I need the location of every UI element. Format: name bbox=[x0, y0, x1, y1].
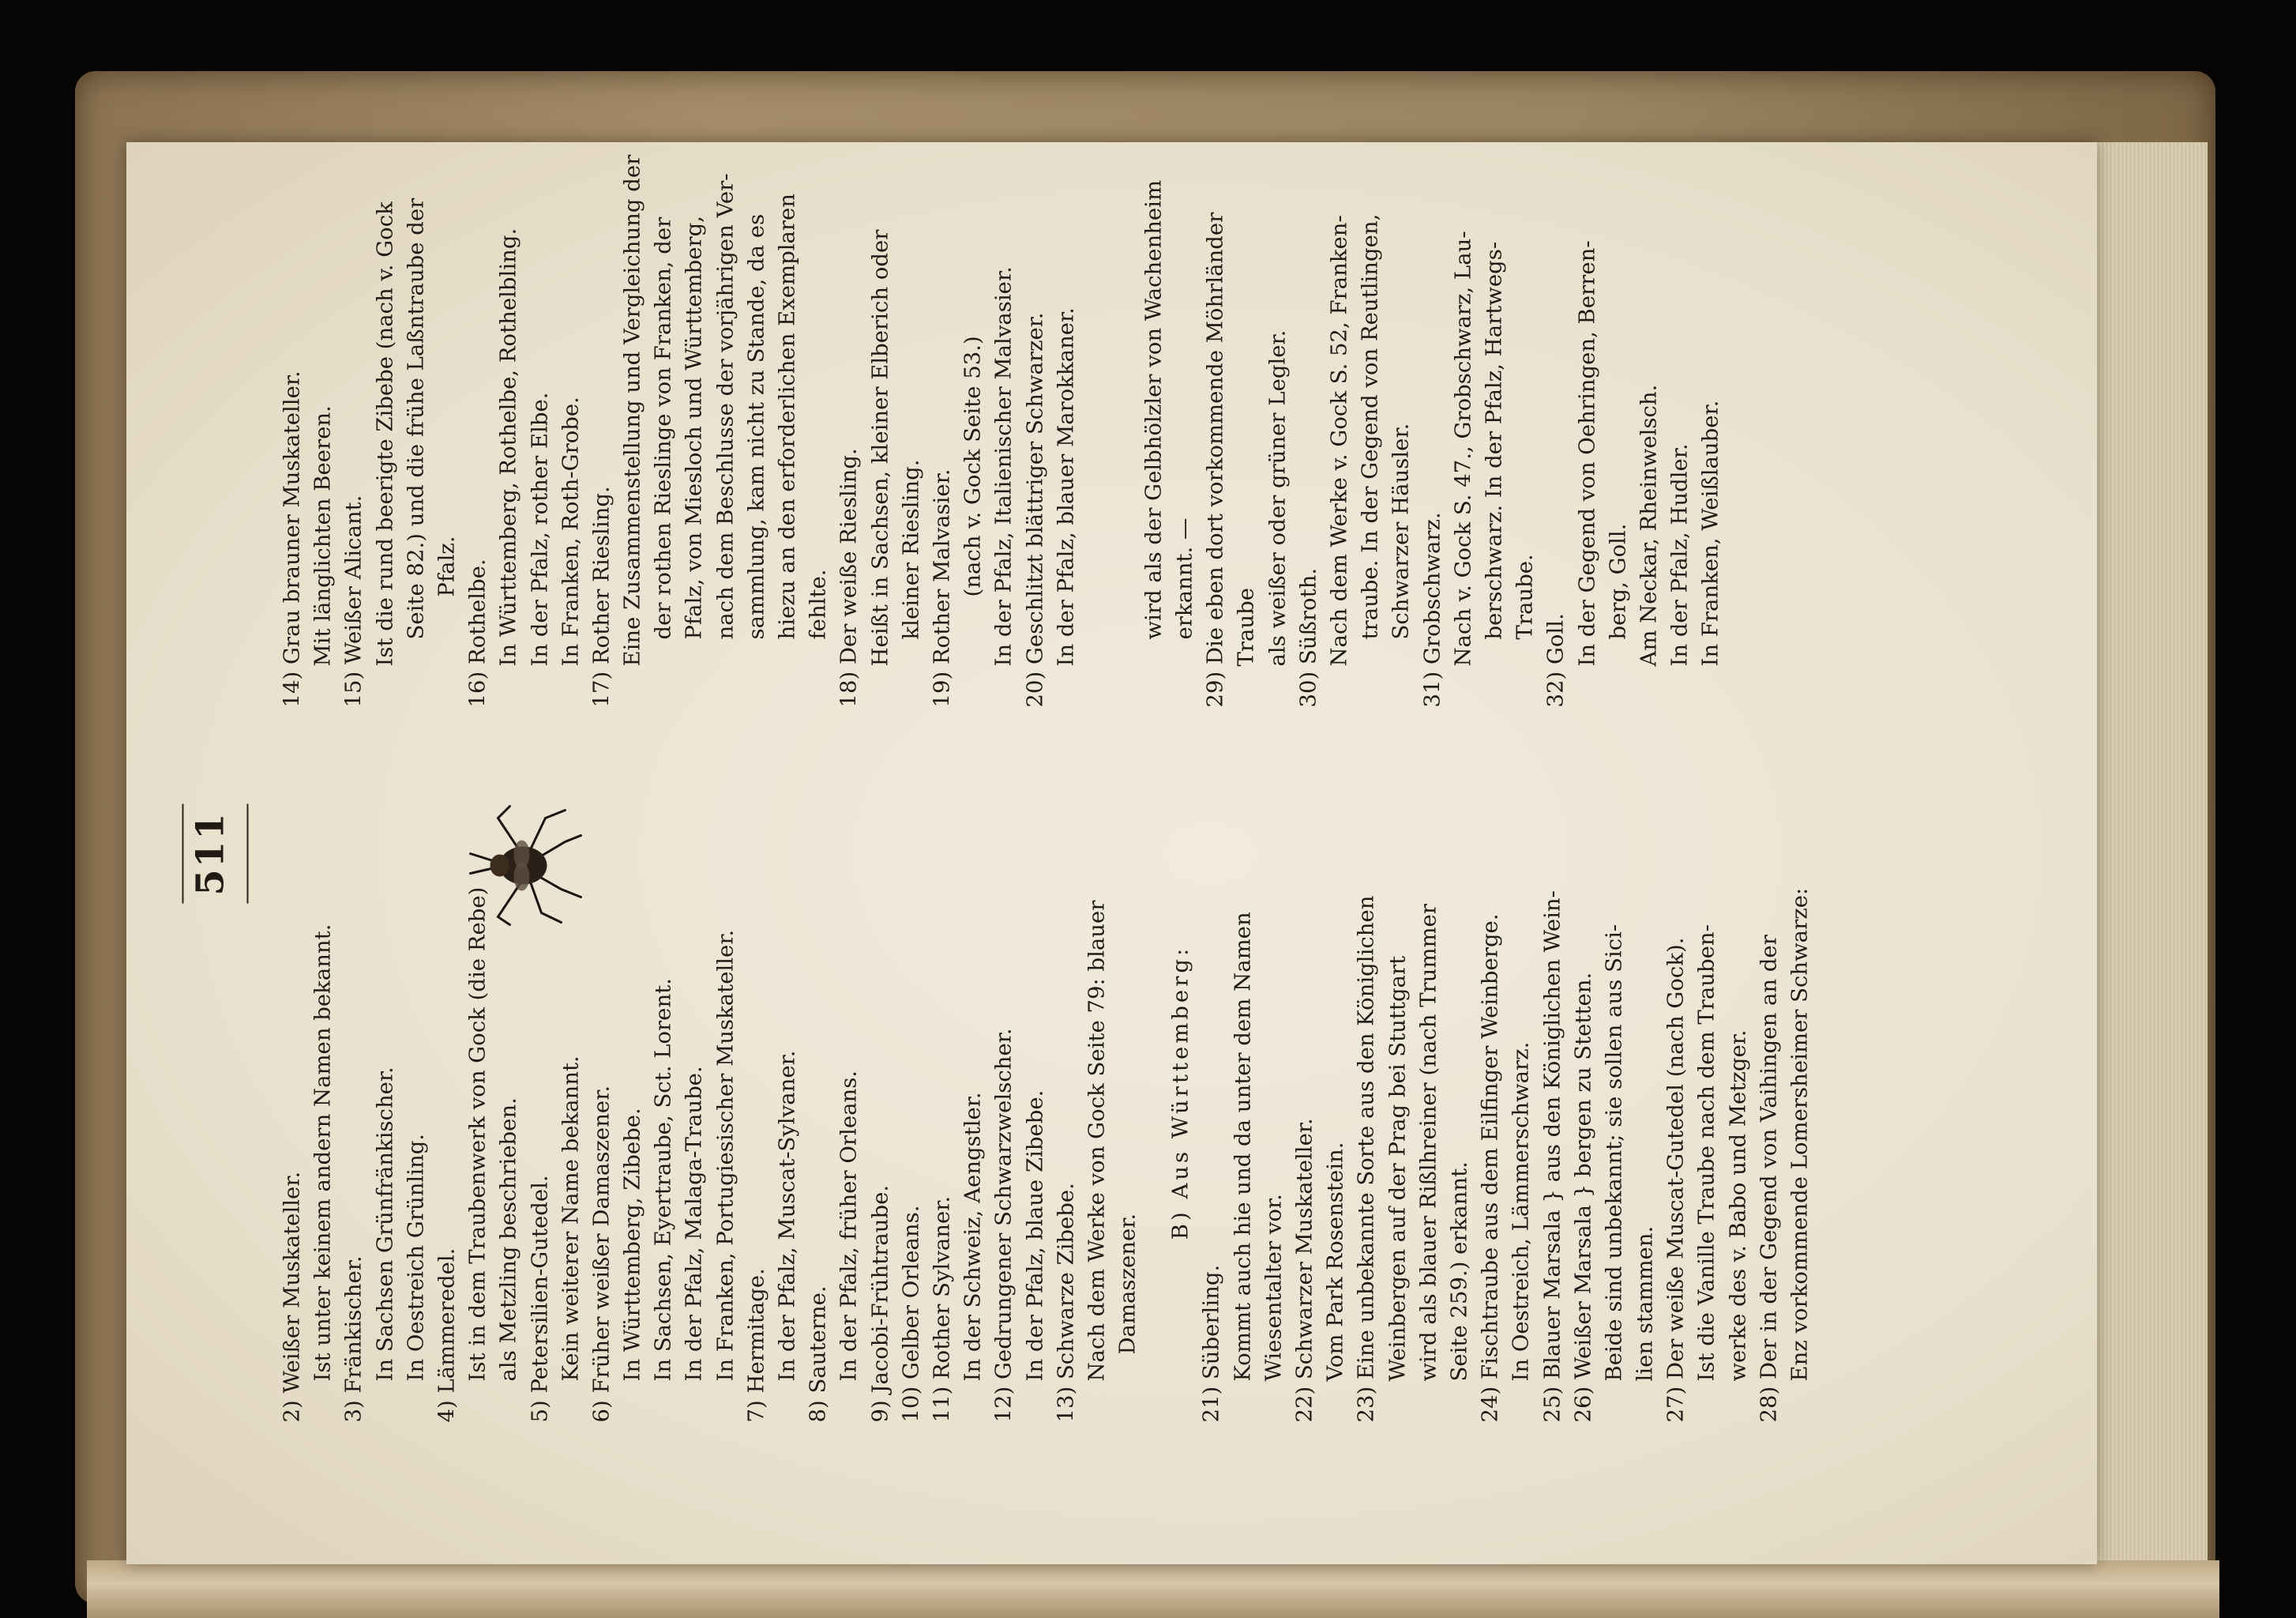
right-column-line: Ist die rund beerigte Zibebe (nach v. Gock bbox=[371, 201, 397, 666]
left-column-line: 12) Gedrungener Schwarzwelscher. bbox=[990, 1027, 1016, 1422]
left-column-line: B) Aus Württemberg: bbox=[1167, 945, 1193, 1240]
right-column-line: In Franken, Weißlauber. bbox=[1697, 400, 1723, 666]
left-column-line: Vom Park Rosenstein. bbox=[1322, 1142, 1348, 1381]
right-column-line: erkannt. — bbox=[1171, 517, 1197, 639]
right-column-line: 16) Rothelbe. bbox=[464, 558, 490, 707]
left-column-line: als Metzling beschrieben. bbox=[495, 1097, 521, 1381]
right-column-line: In der Pfalz, Hudler. bbox=[1667, 442, 1693, 666]
right-column-line: Traube. bbox=[1512, 553, 1538, 639]
left-column-line: 26) Weißer Marsala } bergen zu Stetten. bbox=[1569, 972, 1595, 1422]
left-column-line: 7) Hermitage. bbox=[742, 1267, 768, 1422]
left-column-line: Kein weiterer Name bekannt. bbox=[557, 1055, 583, 1381]
left-column-line: Wiesentalter vor. bbox=[1260, 1193, 1286, 1381]
right-column bbox=[276, 47, 1726, 707]
right-column-line: In der Pfalz, blauer Marokkaner. bbox=[1052, 307, 1078, 666]
right-column-line bbox=[1100, 47, 1119, 707]
left-column-line: In der Pfalz, früher Orleans. bbox=[836, 1070, 862, 1381]
left-column-line: werke des v. Babo und Metzger. bbox=[1724, 1029, 1750, 1381]
right-column-line: In der Pfalz, rother Elbe. bbox=[526, 391, 552, 666]
left-column-line: Seite 259.) erkannt. bbox=[1445, 1161, 1471, 1381]
left-column-line: 24) Fischtraube aus dem Eilfinger Weinberge. bbox=[1477, 912, 1503, 1422]
right-column-line: 32) Goll. bbox=[1543, 612, 1569, 707]
left-column-line: Damaszener. bbox=[1114, 1213, 1140, 1354]
page-number: 511 bbox=[188, 811, 232, 896]
right-column-line: berg, Goll. bbox=[1604, 523, 1630, 639]
left-column-line: 13) Schwarze Zibebe. bbox=[1052, 1182, 1078, 1422]
right-column-line: In Württemberg, Rothelbe, Rothelbling. bbox=[495, 228, 521, 666]
right-column-line: In der Pfalz, Italienischer Malvasier. bbox=[990, 265, 1016, 666]
right-column-line bbox=[1119, 47, 1138, 707]
left-column-line: wird als blauer Rißlhreiner (nach Trummer bbox=[1415, 903, 1441, 1381]
facing-page-edge bbox=[87, 1560, 2219, 1618]
left-column-line: 21) Süberling. bbox=[1198, 1264, 1224, 1422]
right-column-line: In Franken, Roth-Grobe. bbox=[557, 396, 583, 666]
right-column-line: Nach v. Gock S. 47., Grobschwarz, Lau- bbox=[1449, 230, 1475, 666]
left-column-line: In Württemberg, Zibebe. bbox=[619, 1107, 645, 1381]
left-column-line: Nach dem Werke von Gock Seite 79: blauer bbox=[1083, 900, 1109, 1381]
left-column-line: 3) Fränkischer. bbox=[340, 1255, 366, 1422]
right-column-line: nach dem Beschlusse der vorjährigen Ver- bbox=[712, 172, 738, 639]
right-column-line: Mit länglichten Beeren. bbox=[310, 404, 336, 666]
left-column-line: In Sachsen, Eyertraube, Sct. Lorent. bbox=[650, 977, 676, 1381]
right-column-line: kleiner Riesling. bbox=[897, 459, 923, 639]
left-column-line: In Franken, Portugiesischer Muskateller. bbox=[712, 929, 738, 1381]
left-column-line: 4) Lämmeredel. bbox=[433, 1247, 459, 1422]
right-column-line: wird als der Gelbhölzler von Wachenheim bbox=[1140, 179, 1166, 639]
right-column-line: fehlte. bbox=[805, 568, 831, 639]
right-column-line: Pfalz. bbox=[433, 535, 459, 596]
left-column-line: 10) Gelber Orleans. bbox=[897, 1205, 923, 1422]
left-column-line: Ist unter keinem andern Namen bekannt. bbox=[310, 924, 336, 1381]
right-column-line: Traube bbox=[1233, 587, 1259, 666]
left-column-line: In Oestreich, Lämmerschwarz. bbox=[1508, 1041, 1534, 1381]
left-column-line: 27) Der weiße Muscat-Gutedel (nach Gock). bbox=[1663, 937, 1689, 1422]
right-column-line: als weißer oder grüner Legler. bbox=[1264, 329, 1290, 666]
left-column-line: Kommt auch hie und da unter dem Namen bbox=[1229, 911, 1255, 1381]
left-column-line: In der Pfalz, Malaga-Traube. bbox=[681, 1065, 707, 1381]
left-column-line: lien stammen. bbox=[1632, 1225, 1658, 1381]
insect-specimen bbox=[466, 802, 584, 928]
left-column-line: In Oestreich Grünling. bbox=[402, 1133, 428, 1381]
left-column-line: In der Schweiz, Aengstler. bbox=[960, 1091, 986, 1381]
right-column-line: Schwarzer Häusler. bbox=[1388, 423, 1414, 639]
left-column-line: Weinbergen auf der Prag bei Stuttgart bbox=[1384, 955, 1410, 1381]
right-column-line: In der Gegend von Oehringen, Berren- bbox=[1573, 239, 1599, 666]
left-column-line: 9) Jacobi-Frühtraube. bbox=[866, 1184, 892, 1422]
left-column-line: In der Pfalz, blaue Zibebe. bbox=[1021, 1089, 1047, 1381]
left-column-line: 2) Weißer Muskateller. bbox=[279, 1171, 304, 1422]
left-column-line: Ist die Vanille Traube nach dem Trauben- bbox=[1693, 924, 1719, 1381]
right-column-line: 20) Geschlitzt blättriger Schwarzer. bbox=[1021, 311, 1047, 707]
right-column-line: hiezu an den erforderlichen Exemplaren bbox=[774, 193, 799, 639]
right-column-line: Eine Zusammenstellung und Vergleichung der bbox=[619, 154, 645, 666]
book-page bbox=[126, 142, 2097, 1564]
right-column-line: 14) Grau brauner Muskateller. bbox=[279, 370, 304, 707]
page-number-rule-bottom bbox=[246, 803, 248, 903]
left-column-line: 25) Blauer Marsala } aus den Königlichen Wein- bbox=[1539, 890, 1565, 1422]
left-column-line: Beide sind unbekannt; sie sollen aus Sici- bbox=[1600, 924, 1626, 1381]
left-column-line: 8) Sauterne. bbox=[805, 1285, 831, 1422]
left-column-line: Enz vorkommende Lomersheimer Schwarze: bbox=[1787, 887, 1812, 1381]
right-column-line: berschwarz. In der Pfalz, Hartwegs- bbox=[1480, 241, 1506, 639]
page-content bbox=[126, 142, 2097, 1564]
left-column-line: 23) Eine unbekannte Sorte aus den Königlichen bbox=[1353, 895, 1379, 1422]
left-column-line bbox=[1143, 762, 1162, 1422]
right-column-line: 19) Rother Malvasier. bbox=[928, 468, 954, 707]
right-column-line: der rothen Rieslinge von Franken, der bbox=[650, 216, 676, 639]
right-column-line: 18) Der weiße Riesling. bbox=[836, 447, 862, 707]
left-column-line: In Sachsen Grünfränkischer. bbox=[371, 1066, 397, 1381]
page-number-rule-top bbox=[182, 803, 183, 903]
right-column-line bbox=[1081, 47, 1100, 707]
right-column-line: Pfalz, von Miesloch und Württemberg, bbox=[681, 215, 707, 639]
right-column-line: Seite 82.) und die frühe Laßntraube der bbox=[402, 198, 428, 639]
right-column-line: (nach v. Gock Seite 53.) bbox=[960, 335, 986, 596]
right-column-line: sammlung, kam nicht zu Stande, da es bbox=[742, 213, 768, 639]
right-column-line: Am Neckar, Rheinwelsch. bbox=[1635, 384, 1661, 666]
left-column-line: 22) Schwarzer Muskateller. bbox=[1291, 1117, 1317, 1422]
right-column-line: 31) Grobschwarz. bbox=[1419, 511, 1445, 707]
page-block-edges bbox=[2089, 142, 2208, 1564]
right-column-line: 15) Weißer Alicant. bbox=[340, 495, 366, 707]
left-column-line: 6) Früher weißer Damaszener. bbox=[588, 1085, 614, 1422]
right-column-line: Nach dem Werke v. Gock S. 52, Franken- bbox=[1326, 214, 1351, 666]
right-column-line: traube. In der Gegend von Reutlingen, bbox=[1357, 213, 1383, 639]
right-column-line: 29) Die eben dort vorkommende Möhrländer bbox=[1202, 212, 1228, 707]
left-column-line: 11) Rother Sylvaner. bbox=[928, 1195, 954, 1422]
right-column-line: 17) Rother Riesling. bbox=[588, 485, 614, 707]
left-column-line: Ist in dem Traubenwerk von Gock (die Rebe) bbox=[464, 886, 490, 1381]
left-column-line: 5) Petersilien-Gutedel. bbox=[526, 1174, 552, 1422]
left-column-line: 28) Der in der Gegend von Vaihingen an der bbox=[1755, 934, 1781, 1422]
right-column-line: 30) Süßroth. bbox=[1295, 567, 1321, 707]
right-column-line: Heißt in Sachsen, kleiner Elberich oder bbox=[866, 229, 892, 666]
left-column-line: In der Pfalz, Muscat-Sylvaner. bbox=[774, 1050, 799, 1381]
